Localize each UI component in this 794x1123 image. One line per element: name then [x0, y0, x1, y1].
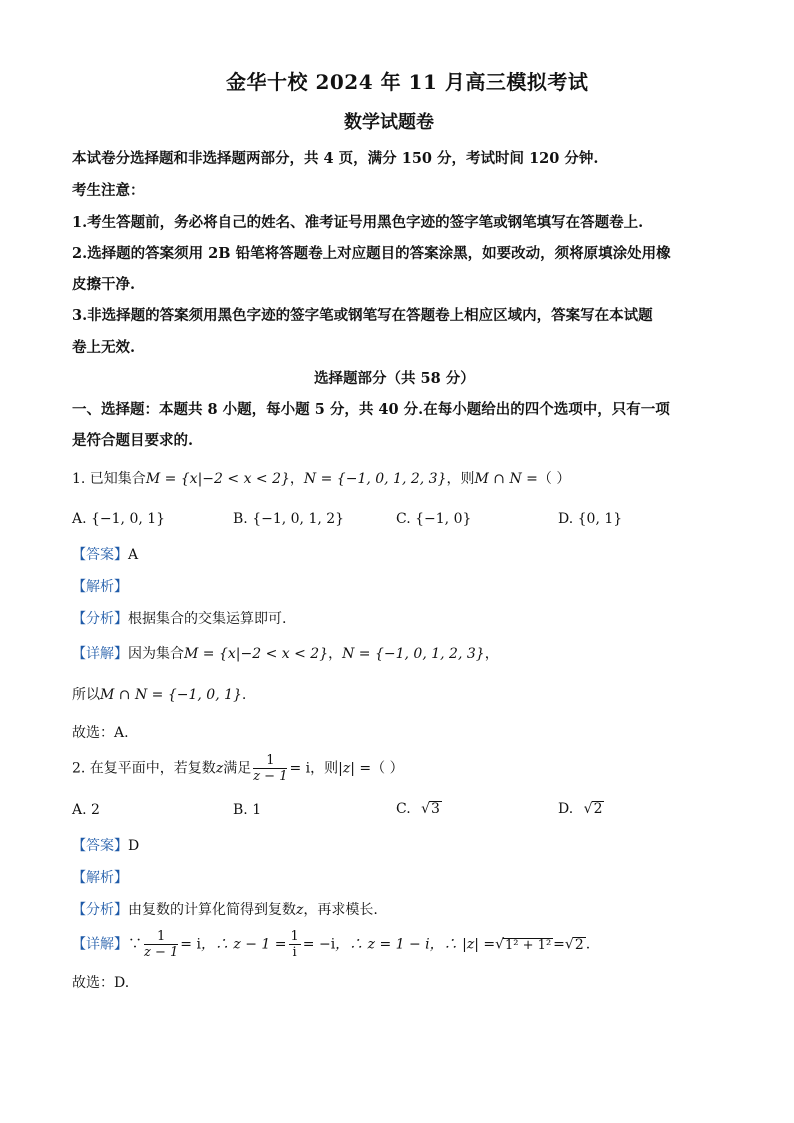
detail-step-3: ，∴ |z| = [429, 936, 496, 953]
question-1-stem [72, 472, 570, 486]
question-2-analysis-tag: 【解析】 [72, 870, 128, 886]
sqrt-sign: √ [564, 936, 574, 953]
part-instructions-line2: 是符合题目要求的. [72, 432, 194, 449]
fraction-numerator: 1 [253, 754, 287, 769]
option-label: C. [396, 511, 411, 527]
question-1-answer [72, 548, 138, 562]
question-2-option-c [396, 801, 442, 816]
option-value: 1 [252, 802, 262, 818]
equation-rhs: = i [289, 760, 311, 777]
answer-paren: （ ） [537, 471, 571, 487]
notice-item-2-line2: 皮擦干净. [72, 276, 136, 293]
set-m-definition: M = {x|−2 < x < 2} [145, 471, 290, 487]
detail-set-n: N = {−1, 0, 1, 2, 3} [342, 646, 485, 662]
question-2-fenxi [72, 903, 378, 917]
question-1-option-a [72, 512, 165, 526]
option-label: A. [72, 511, 87, 527]
answer-value: A [128, 547, 139, 563]
fraction-numerator: 1 [144, 930, 178, 945]
option-label: D. [558, 801, 574, 817]
option-value: 2 [593, 801, 603, 817]
option-label: A. [72, 802, 87, 818]
question-2-option-a [72, 803, 100, 817]
question-2-choose: 故选：D. [72, 975, 130, 991]
question-1-prefix: 1. 已知集合 [72, 471, 146, 487]
fenxi-text: 由复数的计算化简得到复数 [128, 902, 296, 918]
answer-tag: 【答案】 [72, 838, 128, 854]
fraction [253, 754, 287, 783]
detail-separator: ， [328, 646, 343, 662]
complex-variable: z [215, 760, 224, 777]
question-2-prefix: 2. 在复平面中，若复数 [72, 760, 216, 777]
notice-item-3-line1: 3.非选择题的答案须用黑色字迹的签字笔或钢笔写在答题卷上相应区域内，答案写在本试题 [72, 307, 653, 324]
set-n-definition: N = {−1, 0, 1, 2, 3} [303, 471, 447, 487]
question-1-fenxi [72, 612, 286, 626]
fenxi-text: 根据集合的交集运算即可. [128, 611, 287, 627]
question-1-ask: ，则 [446, 471, 475, 487]
question-1-option-b [233, 512, 344, 526]
detail-fraction-1 [144, 930, 178, 959]
question-2-option-d [558, 801, 604, 816]
so-expression: M ∩ N = {−1, 0, 1} [100, 687, 242, 703]
question-2-answer [72, 839, 139, 853]
sqrt-sign: √ [495, 936, 505, 953]
detail-eq-3: = [553, 936, 565, 953]
separator: ， [289, 471, 304, 487]
exam-title: 金华十校 2024 年 11 月高三模拟考试 [226, 70, 589, 94]
question-2-detail [72, 930, 590, 959]
exam-subtitle: 数学试题卷 [344, 112, 434, 133]
question-1-analysis-tag: 【解析】 [72, 579, 128, 595]
detail-eq-1: = i [180, 936, 201, 953]
fraction-denominator: i [292, 945, 297, 960]
section-heading: 选择题部分（共 58 分） [314, 370, 475, 387]
fenxi-variable: z [296, 902, 304, 918]
sqrt-sign: √ [583, 801, 593, 817]
fraction-denominator: z − 1 [253, 769, 288, 784]
question-2-mid: 满足 [223, 760, 252, 777]
detail-end: ， [484, 646, 499, 662]
option-value: {0, 1} [577, 511, 623, 527]
intersection-expression: M ∩ N = [474, 471, 538, 487]
fraction-denominator: z − 1 [144, 945, 179, 960]
option-value: {−1, 0} [415, 511, 472, 527]
notice-item-1: 1.考生答题前，务必将自己的姓名、准考证号用黑色字迹的签字笔或钢笔填写在答题卷上. [72, 214, 644, 231]
detail-result: 2 [574, 936, 584, 953]
intro-text: 本试卷分选择题和非选择题两部分，共 4 页，满分 150 分，考试时间 120 分钟. [72, 150, 599, 167]
notice-item-3-line2: 卷上无效. [72, 339, 136, 356]
so-text: 所以 [72, 687, 100, 703]
detail-set-m: M = {x|−2 < x < 2} [184, 646, 329, 662]
modulus-expression: |z| = [338, 760, 372, 777]
detail-text: 因为集合 [128, 646, 184, 662]
detail-step-1: ，∴ z − 1 = [200, 936, 287, 953]
sqrt-sign: √ [421, 801, 431, 817]
notice-heading: 考生注意： [72, 182, 145, 199]
option-value: {−1, 0, 1, 2} [252, 511, 345, 527]
detail-tag: 【详解】 [72, 646, 128, 662]
option-label: B. [233, 511, 248, 527]
question-1-option-d [558, 512, 622, 526]
answer-paren: （ ） [371, 760, 404, 777]
detail-sqrt-expression: 1² + 1² [505, 937, 552, 953]
because-symbol: ∵ [128, 936, 142, 953]
option-value: 3 [431, 801, 440, 817]
question-1-option-c [396, 512, 471, 526]
question-1-detail [72, 647, 499, 661]
detail-end: . [585, 936, 591, 953]
fenxi-tag: 【分析】 [72, 902, 128, 918]
detail-eq-2: = −i [302, 936, 336, 953]
question-1-conclusion [72, 688, 246, 702]
option-value: 2 [91, 802, 100, 818]
question-2-option-b [233, 803, 261, 817]
fraction-numerator: 1 [290, 929, 299, 944]
detail-tag: 【详解】 [72, 936, 128, 953]
fenxi-text-end: ，再求模长. [303, 902, 378, 918]
option-value: {−1, 0, 1} [91, 511, 166, 527]
detail-step-2: ，∴ z = 1 − i [335, 936, 430, 953]
question-1-choose: 故选：A. [72, 725, 129, 741]
so-end: . [241, 687, 247, 703]
answer-tag: 【答案】 [72, 547, 128, 563]
answer-value: D [128, 838, 140, 854]
option-label: B. [233, 802, 248, 818]
question-2-stem [72, 754, 404, 783]
option-label: C. [396, 801, 411, 817]
fenxi-tag: 【分析】 [72, 611, 128, 627]
question-2-ask: ，则 [310, 760, 339, 777]
part-instructions-line1: 一、选择题：本题共 8 小题，每小题 5 分，共 40 分.在每小题给出的四个选项中，只有一项 [72, 401, 670, 418]
detail-fraction-2 [289, 930, 301, 959]
option-label: D. [558, 511, 574, 527]
notice-item-2-line1: 2.选择题的答案须用 2B 铅笔将答题卷上对应题目的答案涂黑，如要改动，须将原填涂处用橡 [72, 245, 671, 262]
